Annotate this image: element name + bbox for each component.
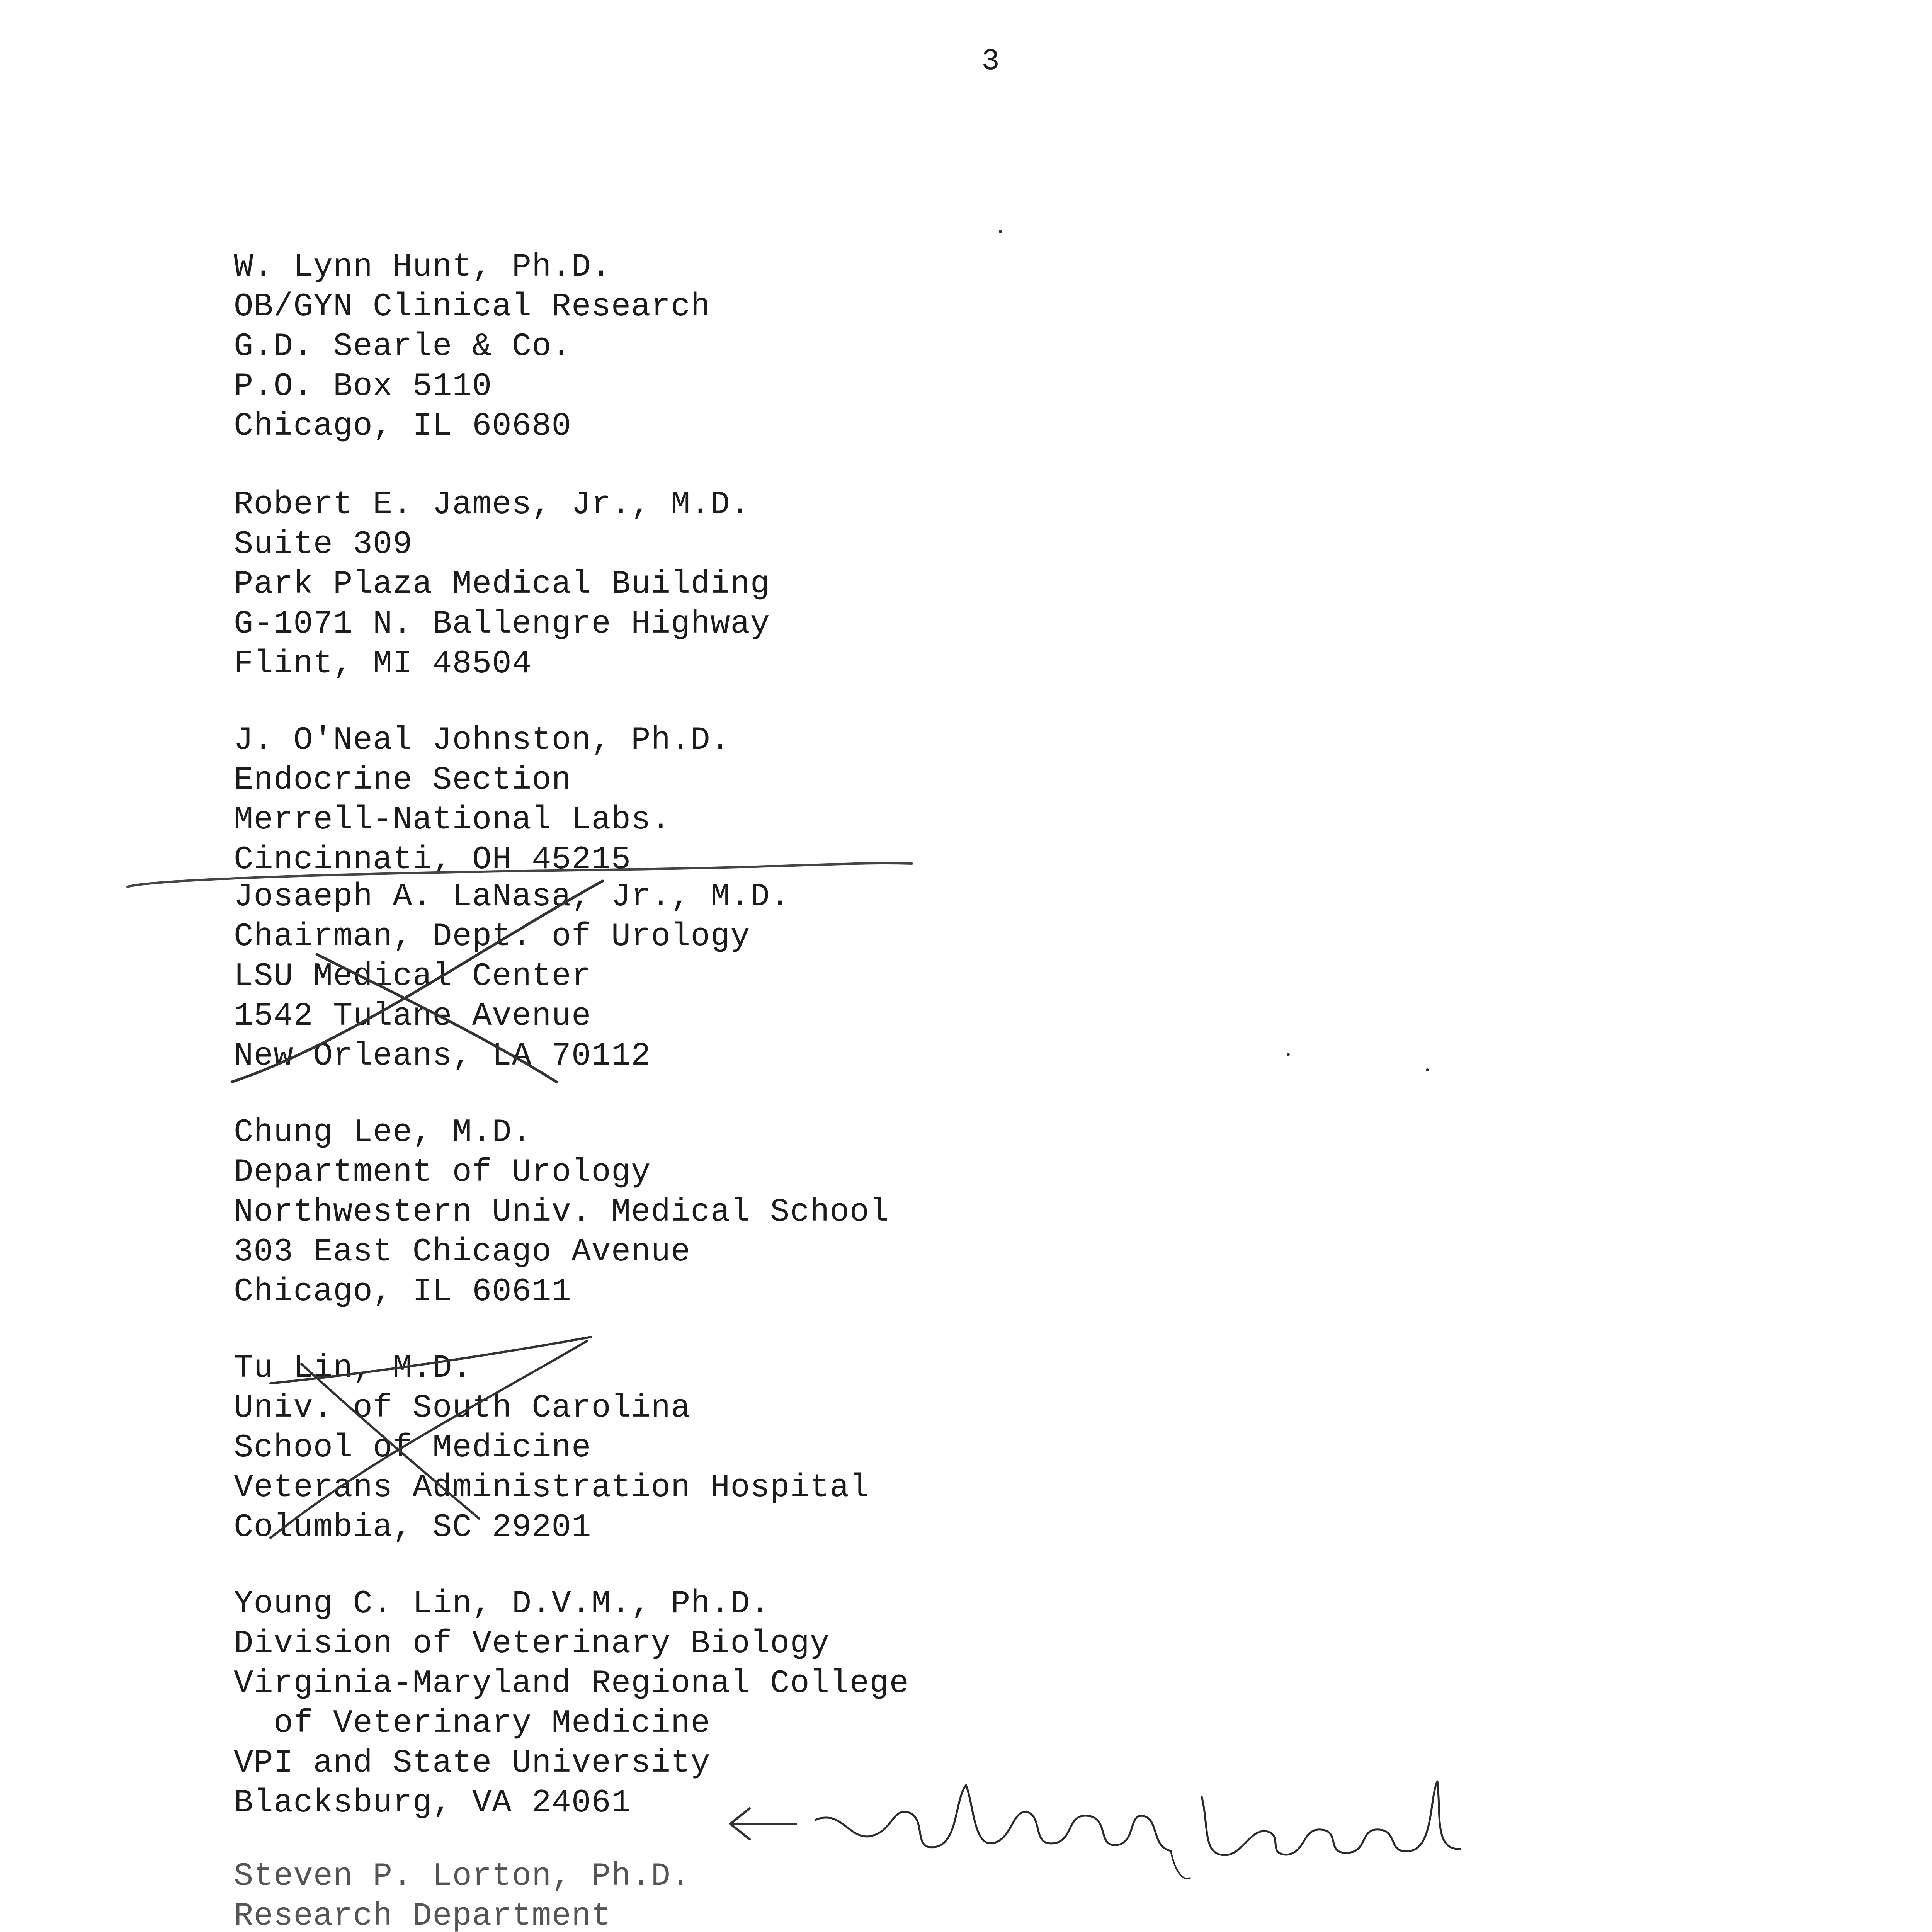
address-line: OB/GYN Clinical Research: [234, 289, 711, 325]
address-block-lorton: [234, 1857, 730, 1932]
address-line: P.O. Box 5110: [234, 368, 492, 405]
scan-speck: [1426, 1068, 1429, 1071]
address-name: W. Lynn Hunt, Ph.D.: [234, 249, 611, 286]
scan-speck: [999, 230, 1002, 233]
address-block-tu-lin: [234, 1349, 869, 1548]
address-line: G-1071 N. Ballengre Highway: [234, 606, 770, 643]
address-name: Chung Lee, M.D.: [234, 1114, 532, 1151]
address-name: Josaeph A. LaNasa, Jr., M.D.: [234, 879, 790, 915]
address-line: Research Department: [234, 1898, 611, 1932]
address-block-hunt: [234, 247, 711, 446]
address-block-james: [234, 485, 770, 684]
address-line: Virginia-Maryland Regional College: [234, 1665, 909, 1702]
handwritten-name-scribble: [726, 1750, 1519, 1897]
address-line: G.D. Searle & Co.: [234, 328, 571, 365]
address-line: Suite 309: [234, 526, 413, 563]
address-line: Chicago, IL 60680: [234, 408, 571, 445]
address-block-johnston: [234, 721, 730, 880]
address-line: School of Medicine: [234, 1430, 592, 1466]
address-name: Steven P. Lorton, Ph.D.: [234, 1858, 691, 1895]
address-line: Blacksburg, VA 24061: [234, 1785, 631, 1821]
address-line: 1542 Tulane Avenue: [234, 998, 592, 1035]
address-line: Univ. of South Carolina: [234, 1390, 691, 1427]
address-line: of Veterinary Medicine: [234, 1705, 711, 1742]
address-line: Department of Urology: [234, 1154, 651, 1191]
address-line: Division of Veterinary Biology: [234, 1626, 830, 1662]
address-line: LSU Medical Center: [234, 958, 592, 995]
address-block-lanasa: [234, 877, 790, 1076]
address-line: Merrell-National Labs.: [234, 802, 671, 838]
address-line: Chicago, IL 60611: [234, 1274, 571, 1310]
address-line: Columbia, SC 29201: [234, 1509, 592, 1546]
address-line: Chairman, Dept. of Urology: [234, 918, 750, 955]
address-line: VPI and State University: [234, 1745, 711, 1782]
address-line: Flint, MI 48504: [234, 646, 532, 682]
address-name: Robert E. James, Jr., M.D.: [234, 486, 750, 523]
address-line: Veterans Administration Hospital: [234, 1469, 870, 1506]
address-block-lee: [234, 1113, 889, 1312]
address-line: Park Plaza Medical Building: [234, 566, 770, 603]
address-line: 303 East Chicago Avenue: [234, 1234, 691, 1270]
address-line: Endocrine Section: [234, 762, 571, 799]
page-number: 3: [981, 44, 1000, 78]
address-name: J. O'Neal Johnston, Ph.D.: [234, 722, 731, 759]
scan-speck: [1287, 1053, 1290, 1056]
address-line: New Orleans, LA 70112: [234, 1038, 651, 1075]
address-name: Young C. Lin, D.V.M., Ph.D.: [234, 1586, 770, 1622]
address-line: Cincinnati, OH 45215: [234, 842, 631, 878]
address-line: Northwestern Univ. Medical School: [234, 1194, 889, 1231]
address-name: Tu Lin, M.D.: [234, 1350, 472, 1387]
